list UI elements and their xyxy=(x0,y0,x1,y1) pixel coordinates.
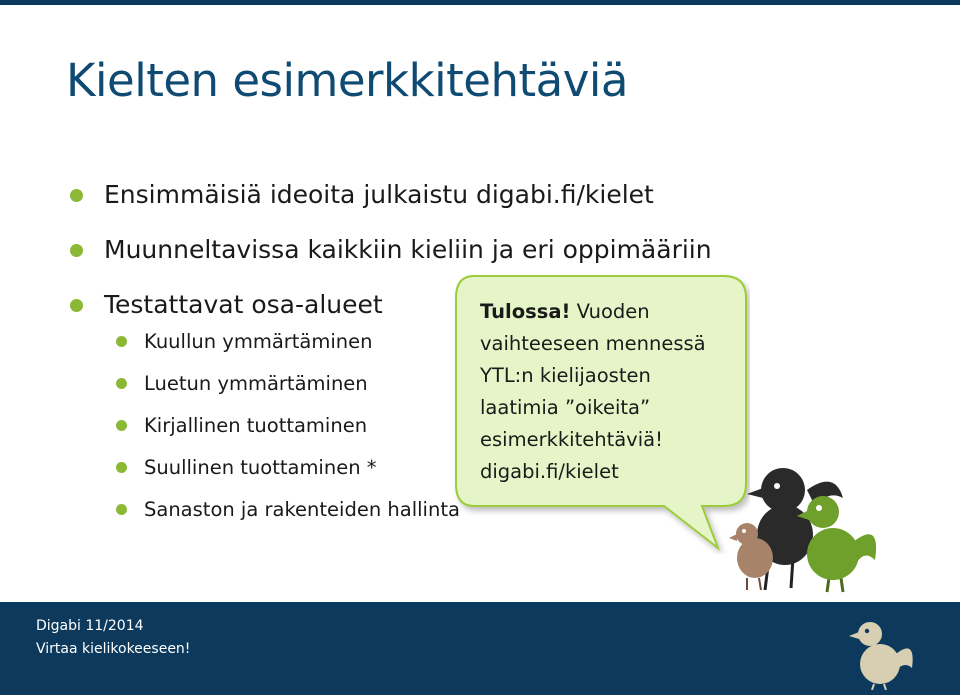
callout-line: laatimia ”oikeita” xyxy=(480,396,651,419)
sub-bullet-text: Suullinen tuottaminen * xyxy=(144,456,377,479)
bullet-item xyxy=(70,175,712,230)
bullet-dot-icon xyxy=(70,189,83,202)
bullet-text: Testattavat osa-alueet xyxy=(104,290,383,319)
bullet-dot-icon xyxy=(70,299,83,312)
bullet-text: Ensimmäisiä ideoita julkaistu digabi.fi/kielet xyxy=(104,180,654,209)
footer-bird-logo-icon xyxy=(840,610,920,690)
callout-line: Vuoden xyxy=(570,300,650,323)
sub-bullet-text: Luetun ymmärtäminen xyxy=(144,372,368,395)
sub-bullet-text: Kuullun ymmärtäminen xyxy=(144,330,373,353)
callout-line: esimerkkitehtäviä! xyxy=(480,428,663,451)
bullet-text: Muunneltavissa kaikkiin kieliin ja eri oppimääriin xyxy=(104,235,712,264)
sub-bullet-item xyxy=(116,406,460,448)
sub-bullet-list xyxy=(116,322,460,532)
footer-tagline: Virtaa kielikokeeseen! xyxy=(36,641,191,657)
footer-date: Digabi 11/2014 xyxy=(36,618,144,634)
bullet-dot-icon xyxy=(116,504,127,515)
bullet-dot-icon xyxy=(116,378,127,389)
callout-line: digabi.fi/kielet xyxy=(480,460,619,483)
sub-bullet-text: Sanaston ja rakenteiden hallinta xyxy=(144,498,460,521)
birds-illustration-icon xyxy=(725,450,885,595)
callout-bold-lead: Tulossa! xyxy=(480,300,571,323)
callout-line: vaihteeseen mennessä xyxy=(480,332,706,355)
sub-bullet-item xyxy=(116,322,460,364)
top-accent-bar xyxy=(0,0,960,5)
sub-bullet-text: Kirjallinen tuottaminen xyxy=(144,414,368,437)
sub-bullet-item xyxy=(116,448,460,490)
speech-bubble-callout xyxy=(450,272,750,554)
callout-text xyxy=(480,296,740,488)
bullet-dot-icon xyxy=(116,336,127,347)
bullet-dot-icon xyxy=(116,420,127,431)
bullet-dot-icon xyxy=(116,462,127,473)
callout-line: YTL:n kielijaosten xyxy=(480,364,651,387)
sub-bullet-item xyxy=(116,364,460,406)
sub-bullet-item xyxy=(116,490,460,532)
slide-title: Kielten esimerkkitehtäviä xyxy=(66,54,628,107)
bullet-dot-icon xyxy=(70,244,83,257)
